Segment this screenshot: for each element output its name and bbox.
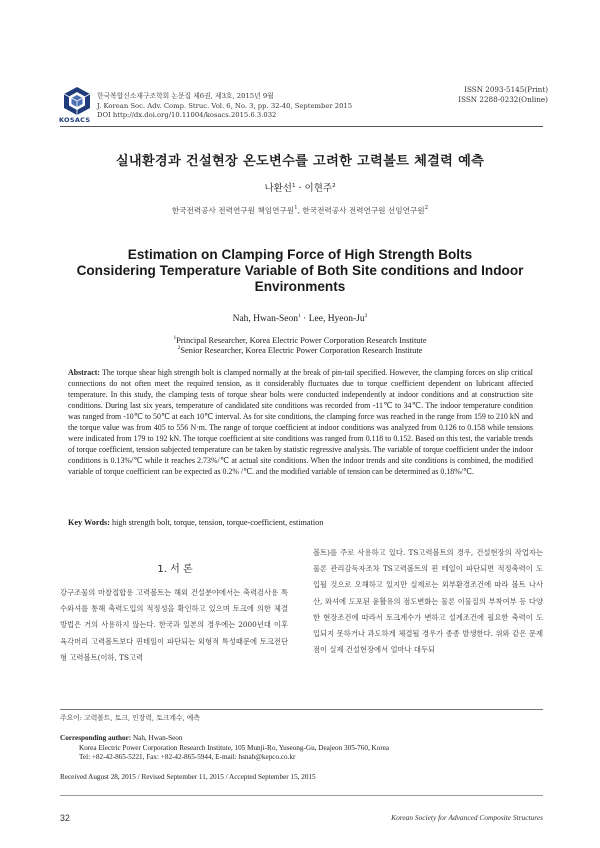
corresponding-author [60,734,389,763]
title-english-line-3: Environments [254,278,346,294]
body-column-right: 볼트)를 주로 사용하고 있다. TS고력볼트의 경우, 건설현장의 작업자는 물론 관리감독자조차 TS고력볼트의 핀 테일이 파단되면 적정축력이 도입될 것으로 오해하고 있지만 실제로는 외부환경조건에 따라 볼트 나사산, 와셔에 도포된 윤활유의 점도변화는 물론 이물질의 부착여부 등 다양한 현장조건에 따라서 토크계수가 변하고 설계조건에 필요한 축력이 도입되지 못하거나 과도하게 체결될 경우가 종종 발생한다. 위와 같은 문제점이 실제 건설현장에서 얼마나 대두되 [313,548,543,655]
journal-name-en: J. Korean Soc. Adv. Comp. Struc. Vol. 6, No. 3, pp. 32-40, September 2015 [97,101,353,110]
doi-link[interactable]: DOI http://dx.doi.org/10.11004/kosacs.2015.6.3.032 [97,111,277,120]
keywords-korean-text: 고력볼트, 토크, 인장력, 토크계수, 예측 [84,714,200,722]
author-1-ko: 나환선 [264,183,292,194]
author-2-ko-mark: 2 [332,183,336,189]
author-2-en: Lee, Hyeon-Ju [308,314,365,324]
authors-english [0,314,600,324]
corresponding-label: Corresponding author: [60,734,132,742]
affiliation-english [0,336,600,357]
issn-print: ISSN 2093-5145(Print) [464,85,548,94]
corresponding-contact[interactable]: Tel: +82-42-865-5221, Fax: +82-42-865-5944, E-mail: hsnah@kepco.co.kr [79,753,296,762]
affiliation-separator: , [297,206,303,215]
journal-logo-icon [62,86,92,118]
keywords-label: Key Words: [68,518,110,527]
section-heading-introduction: 1. 서 론 [157,564,193,575]
corresponding-address: Korea Electric Power Corporation Research Institute, 105 Munji-Ro, Yuseong-Gu, Deajeon 305-760, Korea [79,743,390,752]
author-separator-en: · [300,314,309,324]
journal-name-ko: 한국복합신소재구조학회 논문집 제6권, 제3호, 2015년 9월 [97,92,274,100]
keywords-korean-label: 주요어: [60,714,82,722]
affiliation-1-en-text: Principal Researcher, Korea Electric Power Corporation Research Institute [176,336,427,345]
keywords-text: high strength bolt, torque, tension, torque-coefficient, estimation [111,518,324,527]
body-column-left: 강구조물의 마찰접합용 고력볼트는 해외 건설분야에서는 축력검사용 특수와셔를 통해 축력도입의 적정성을 확인하고 있으며 토크에 의한 체결방법은 거의 사용하지 않는다. 한국과 일본의 경우에는 2000년대 이후 육각머리 고력볼트보다 핀테일이 파단되는 외형적 특성때문에 토크전단형 고력볼트(이하, TS고력 [60,588,288,662]
affiliation-2-ko: 한국전력공사 전력연구원 선임연구원 [302,206,425,215]
affiliation-2-ko-mark: 2 [424,205,429,211]
received-dates: Received August 28, 2015 / Revised September 11, 2015 / Accepted September 15, 2015 [60,773,316,781]
logo-text: KOSACS [59,116,91,124]
page-number: 32 [60,813,70,823]
affiliation-2-en [0,346,600,356]
affiliation-2-en-text: Senior Researcher, Korea Electric Power Corporation Research Institute [180,346,423,356]
author-1-en-mark: 1 [298,313,301,319]
abstract-label: Abstract: [68,368,100,377]
footnote-divider [60,709,543,710]
footer-divider [60,795,543,796]
abstract [68,368,533,478]
author-2-en-mark: 2 [364,313,368,319]
keywords-english [68,518,533,527]
author-separator: · [295,183,305,194]
abstract-text: The torque shear high strength bolt is clamped normally at the break of pin-tail specified. However, the clamping forces on slip critical connections do not often meet the required tension, as it considerably fluctuates due to torque coefficient dependent on lubricant affected temperature. In this study, the clamping tests of torque shear bolts were conducted independently at indoor conditions and at construction site conditions. During last six years, temperature of candidated site conditions was recorded from -11℃ to 34℃. The indoor temperature condition was ranged from -10℃ to 50℃ at each 10℃ interval. As for site conditions, the clamping force was reached in the range from 159 to 210 kN and the torque value was from 405 to 556 N·m. The range of torque coefficient at indoor conditions was analyzed from 0.126 to 0.158 while tensions were indicated from 179 to 192 kN. The torque coefficient at site conditions was ranged from 0.118 to 0.152. Based on this test, the variable trends of torque coefficient, tension subjected temperature can be taken by statistic regressive analysis. The variable of torque coefficient under the indoor conditions is 0.13%/℃ while it reaches 2.73%/℃ at actual site conditions. When the indoor trends and site conditions is combined, the modified variable of torque coefficient can be expected as 0.2% /℃. and the modified variable of tension can be determined as 0.18%/℃. [68,368,533,476]
footer-journal-name: Korean Society for Advanced Composite Structures [391,813,543,822]
affiliation-korean [0,205,600,216]
affiliation-1-en [0,336,600,346]
corresponding-name: Nah, Hwan-Seon [132,734,183,742]
title-english-line-2: Considering Temperature Variable of Both Site conditions and Indoor [76,262,524,278]
affiliation-2-en-mark: 2 [177,345,181,352]
affiliation-1-ko-mark: 1 [294,205,298,211]
title-korean: 실내환경과 건설현장 온도변수를 고려한 고력볼트 체결력 예측 [115,154,485,169]
issn-online: ISSN 2288-0232(Online) [458,94,548,104]
author-1-ko-mark: 1 [291,183,296,189]
affiliation-1-ko: 한국전력공사 전력연구원 책임연구원 [171,206,295,215]
authors-korean [0,180,600,194]
title-english-line-1: Estimation on Clamping Force of High Strength Bolts [127,247,473,262]
journal-info [97,92,352,121]
title-english [40,247,560,294]
issn-block [458,85,548,104]
keywords-korean [60,712,200,722]
header-divider [60,126,543,127]
affiliation-1-en-mark: 1 [173,335,177,341]
author-1-en: Nah, Hwan-Seon [232,314,299,324]
author-2-ko: 이현주 [304,183,333,194]
